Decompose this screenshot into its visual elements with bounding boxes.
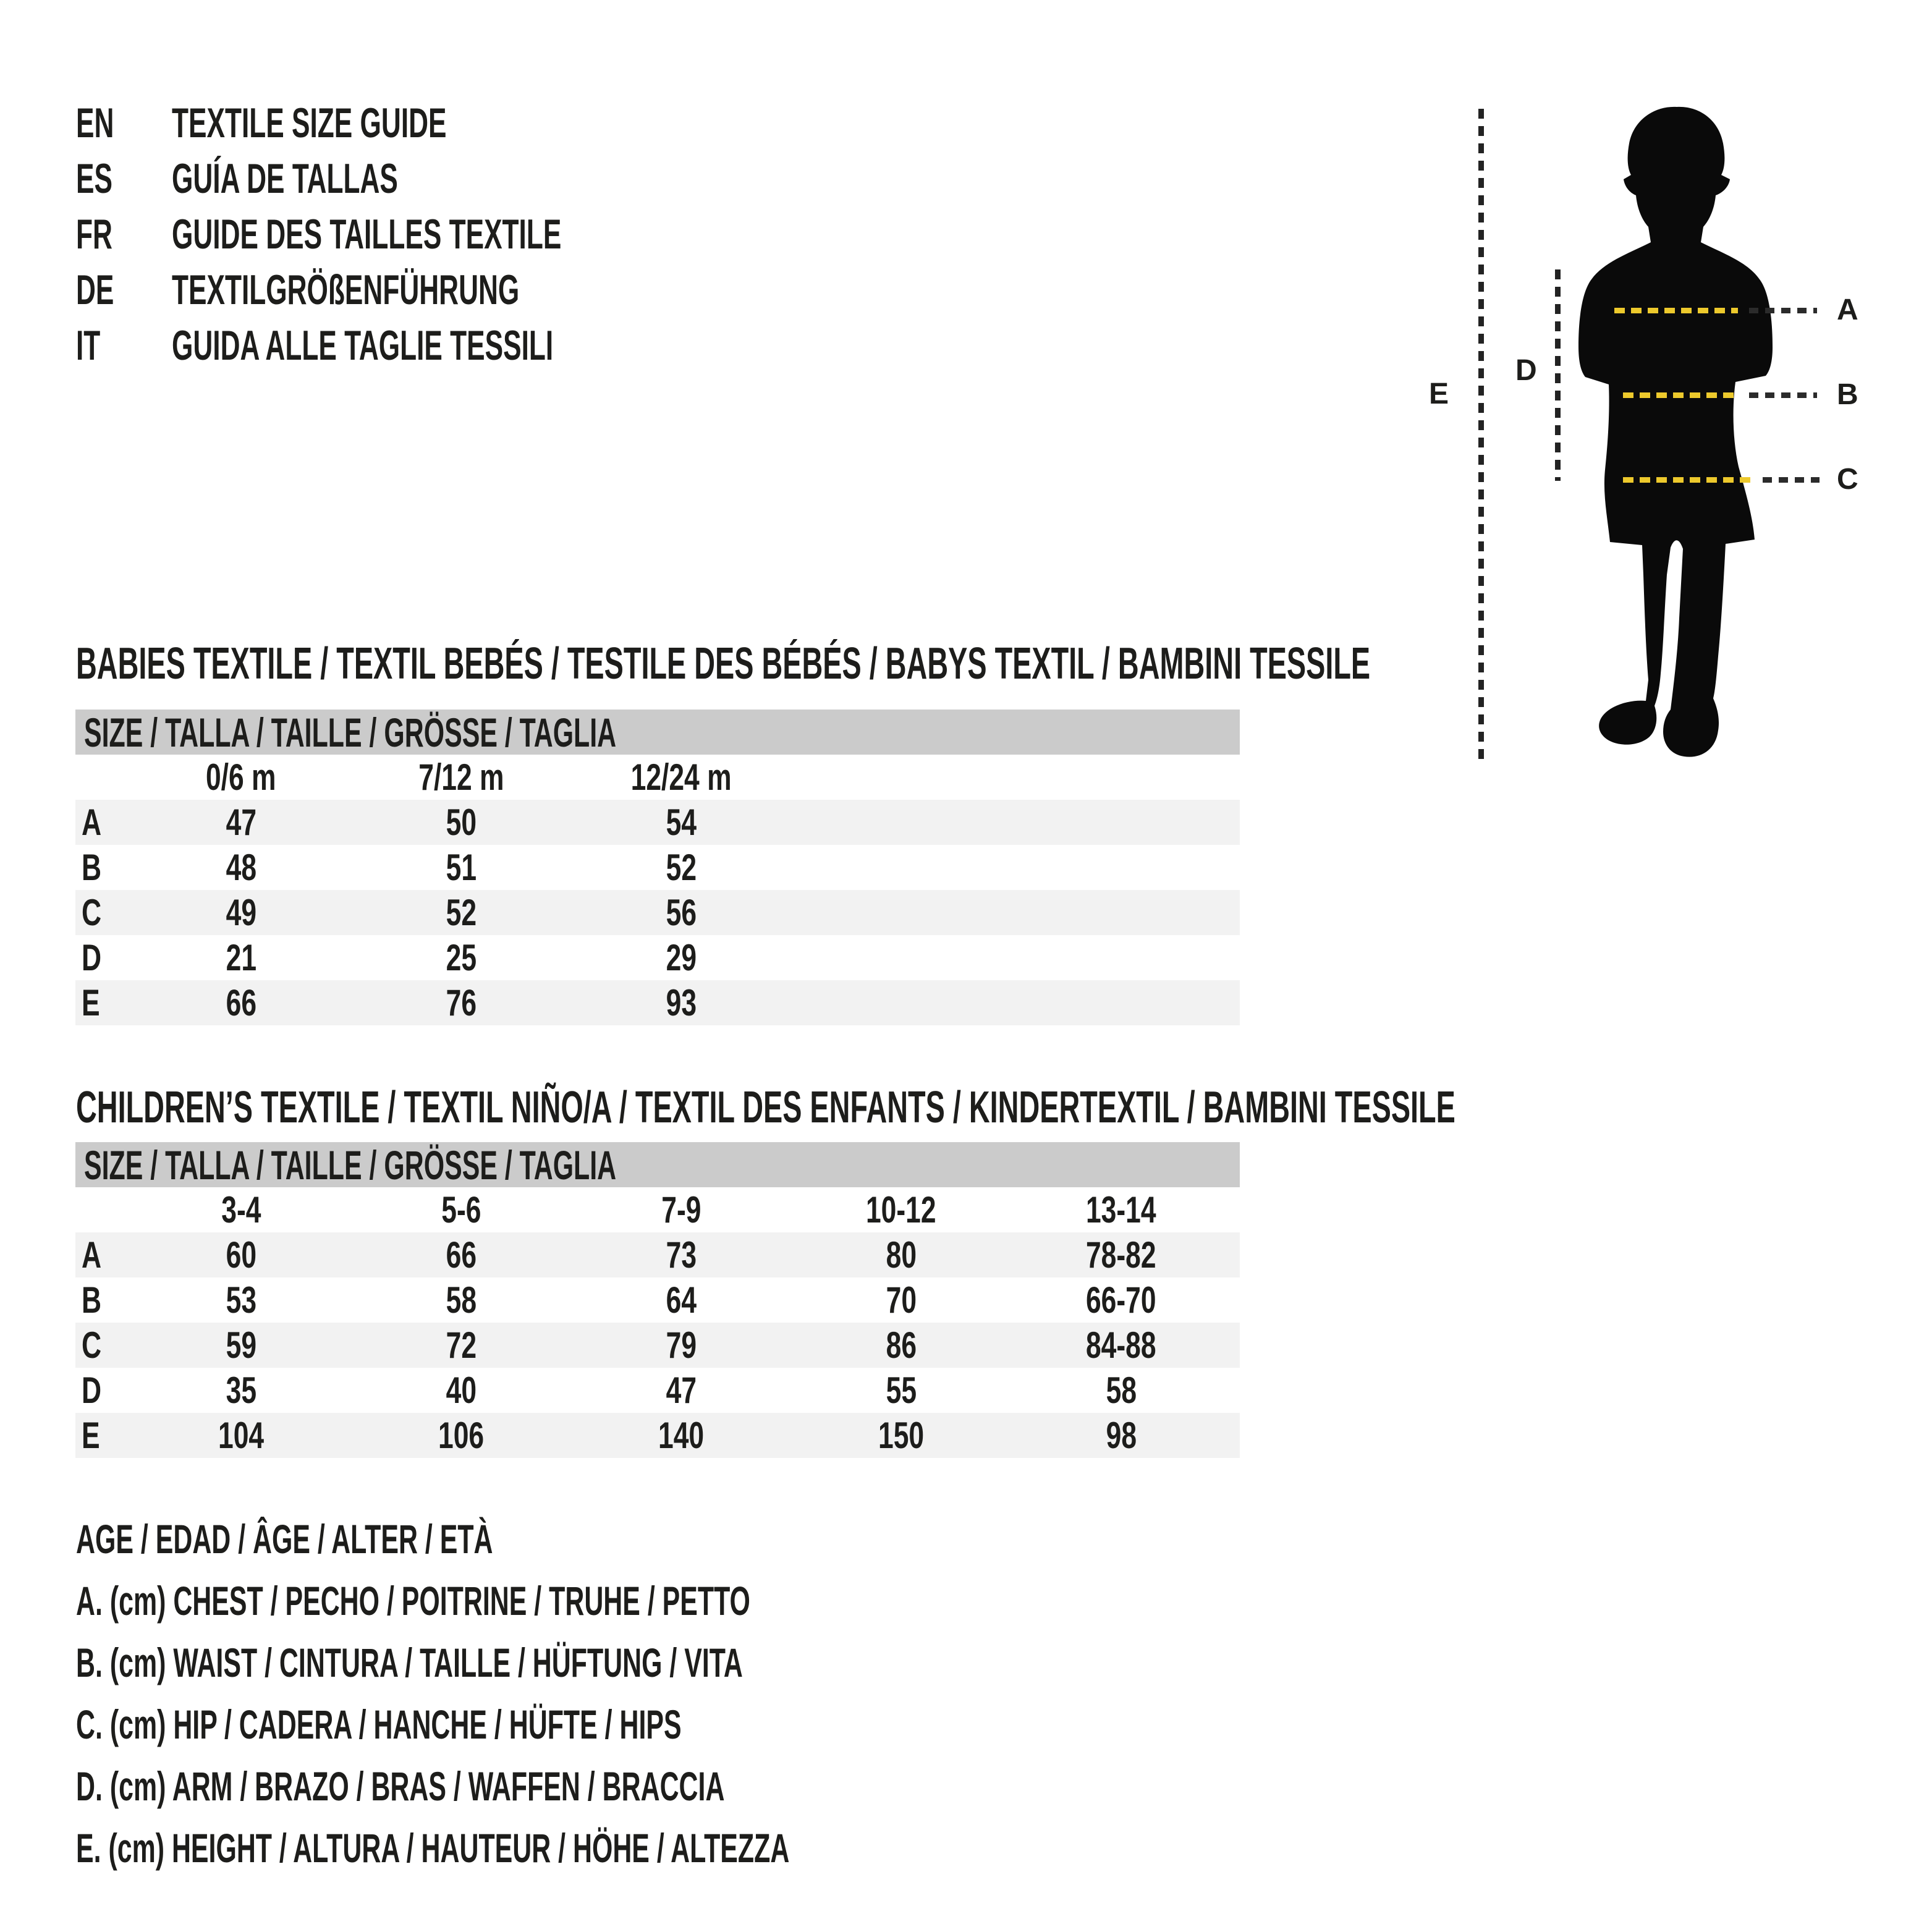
legend-line: E. (cm) HEIGHT / ALTURA / HAUTEUR / HÖHE / ALTEZZA — [76, 1825, 790, 1871]
value-cell: 50 — [446, 802, 477, 843]
language-code: DE — [76, 266, 114, 313]
language-row — [76, 206, 771, 262]
column-header-cell: 7-9 — [661, 1189, 701, 1231]
value-cell: 66 — [446, 1234, 477, 1276]
childrens-size-table — [75, 1142, 1240, 1458]
value-cell: 76 — [446, 982, 477, 1023]
column-header-cell: 12/24 m — [630, 756, 732, 798]
row-label: B — [82, 847, 102, 888]
babies-size-table — [75, 710, 1240, 1025]
legend-line: B. (cm) WAIST / CINTURA / TAILLE / HÜFTUNG / VITA — [76, 1640, 743, 1685]
value-cell: 79 — [666, 1324, 697, 1366]
value-cell: 66-70 — [1086, 1279, 1156, 1321]
value-cell: 86 — [886, 1324, 917, 1366]
value-cell: 49 — [226, 892, 256, 933]
measurement-legend — [76, 1508, 1174, 1879]
value-cell: 70 — [886, 1279, 917, 1321]
value-cell: 56 — [666, 892, 697, 933]
value-cell: 52 — [446, 892, 477, 933]
table-row — [75, 800, 1240, 845]
table-row — [75, 845, 1240, 890]
legend-line: AGE / EDAD / ÂGE / ALTER / ETÀ — [76, 1516, 493, 1562]
column-header-cell: 7/12 m — [418, 756, 504, 798]
legend-line: D. (cm) ARM / BRAZO / BRAS / WAFFEN / BRACCIA — [76, 1763, 725, 1809]
value-cell: 47 — [226, 802, 256, 843]
value-cell: 58 — [1106, 1370, 1137, 1411]
row-label: E — [82, 1415, 100, 1456]
column-header-row — [75, 1187, 1240, 1232]
language-code: EN — [76, 100, 114, 146]
measure-label-a: A — [1837, 294, 1858, 326]
child-silhouette — [1573, 105, 1783, 766]
chest-line-dark-dash — [1749, 308, 1817, 313]
table-row — [75, 935, 1240, 980]
table-row — [75, 1277, 1240, 1323]
childrens-section-heading: CHILDREN’S TEXTILE / TEXTIL NIÑO/A / TEXTIL DES ENFANTS / KINDERTEXTIL / BAMBINI TESSILE — [76, 1083, 1455, 1132]
size-header-bar: SIZE / TALLA / TAILLE / GRÖSSE / TAGLIA — [75, 1142, 1240, 1187]
row-label: A — [82, 1234, 102, 1276]
value-cell: 54 — [666, 802, 697, 843]
value-cell: 150 — [878, 1415, 925, 1456]
language-code: IT — [76, 322, 101, 369]
language-title: TEXTILE SIZE GUIDE — [172, 100, 447, 146]
language-title: TEXTILGRÖßENFÜHRUNG — [172, 266, 520, 313]
value-cell: 72 — [446, 1324, 477, 1366]
legend-line: A. (cm) CHEST / PECHO / POITRINE / TRUHE / PETTO — [76, 1578, 750, 1624]
column-header-row — [75, 755, 1240, 800]
table-row — [75, 890, 1240, 935]
hip-line-yellow-dash — [1623, 477, 1755, 483]
language-title: GUÍA DE TALLAS — [172, 155, 398, 202]
column-header-cell: 13-14 — [1086, 1189, 1156, 1231]
language-row — [76, 151, 771, 206]
hip-line-dark-dash — [1763, 477, 1820, 483]
row-label: A — [82, 802, 102, 843]
column-header-cell: 5-6 — [441, 1189, 481, 1231]
measure-label-e: E — [1429, 378, 1449, 410]
language-title: GUIDA ALLE TAGLIE TESSILI — [172, 322, 554, 369]
table-row — [75, 1323, 1240, 1368]
value-cell: 25 — [446, 937, 477, 978]
value-cell: 66 — [226, 982, 256, 1023]
value-cell: 51 — [446, 847, 477, 888]
row-label: B — [82, 1279, 102, 1321]
row-label: D — [82, 1370, 102, 1411]
column-header-cell: 0/6 m — [206, 756, 276, 798]
value-cell: 29 — [666, 937, 697, 978]
value-cell: 64 — [666, 1279, 697, 1321]
value-cell: 35 — [226, 1370, 256, 1411]
value-cell: 80 — [886, 1234, 917, 1276]
value-cell: 140 — [658, 1415, 705, 1456]
row-label: C — [82, 892, 102, 933]
language-row — [76, 262, 771, 318]
value-cell: 21 — [226, 937, 256, 978]
arm-measure-line-d — [1555, 269, 1561, 481]
value-cell: 58 — [446, 1279, 477, 1321]
value-cell: 60 — [226, 1234, 256, 1276]
value-cell: 98 — [1106, 1415, 1137, 1456]
value-cell: 84-88 — [1086, 1324, 1156, 1366]
table-row — [75, 1368, 1240, 1413]
measure-label-c: C — [1837, 463, 1858, 496]
size-header-bar: SIZE / TALLA / TAILLE / GRÖSSE / TAGLIA — [75, 710, 1240, 755]
value-cell: 52 — [666, 847, 697, 888]
measure-label-b: B — [1837, 378, 1858, 411]
value-cell: 73 — [666, 1234, 697, 1276]
language-row — [76, 318, 771, 373]
row-label: C — [82, 1324, 102, 1366]
waist-line-dark-dash — [1749, 392, 1817, 398]
column-header-cell: 10-12 — [866, 1189, 936, 1231]
row-label: D — [82, 937, 102, 978]
value-cell: 47 — [666, 1370, 697, 1411]
value-cell: 48 — [226, 847, 256, 888]
value-cell: 53 — [226, 1279, 256, 1321]
value-cell: 55 — [886, 1370, 917, 1411]
table-row — [75, 1413, 1240, 1458]
legend-line: C. (cm) HIP / CADERA / HANCHE / HÜFTE / HIPS — [76, 1701, 682, 1747]
language-code: ES — [76, 155, 112, 202]
table-row — [75, 1232, 1240, 1277]
value-cell: 59 — [226, 1324, 256, 1366]
value-cell: 93 — [666, 982, 697, 1023]
babies-section-heading: BABIES TEXTILE / TEXTIL BEBÉS / TESTILE DES BÉBÉS / BABYS TEXTIL / BAMBINI TESSILE — [76, 639, 1371, 688]
language-title: GUIDE DES TAILLES TEXTILE — [172, 211, 562, 258]
language-title-list — [76, 95, 771, 373]
value-cell: 40 — [446, 1370, 477, 1411]
column-header-cell: 3-4 — [221, 1189, 261, 1231]
row-label: E — [82, 982, 100, 1023]
language-row — [76, 95, 771, 151]
value-cell: 78-82 — [1086, 1234, 1156, 1276]
measure-label-d: D — [1515, 354, 1537, 387]
value-cell: 104 — [218, 1415, 265, 1456]
value-cell: 106 — [438, 1415, 485, 1456]
waist-line-yellow-dash — [1623, 392, 1738, 398]
language-code: FR — [76, 211, 112, 258]
chest-line-yellow-dash — [1614, 308, 1738, 313]
table-row — [75, 980, 1240, 1025]
